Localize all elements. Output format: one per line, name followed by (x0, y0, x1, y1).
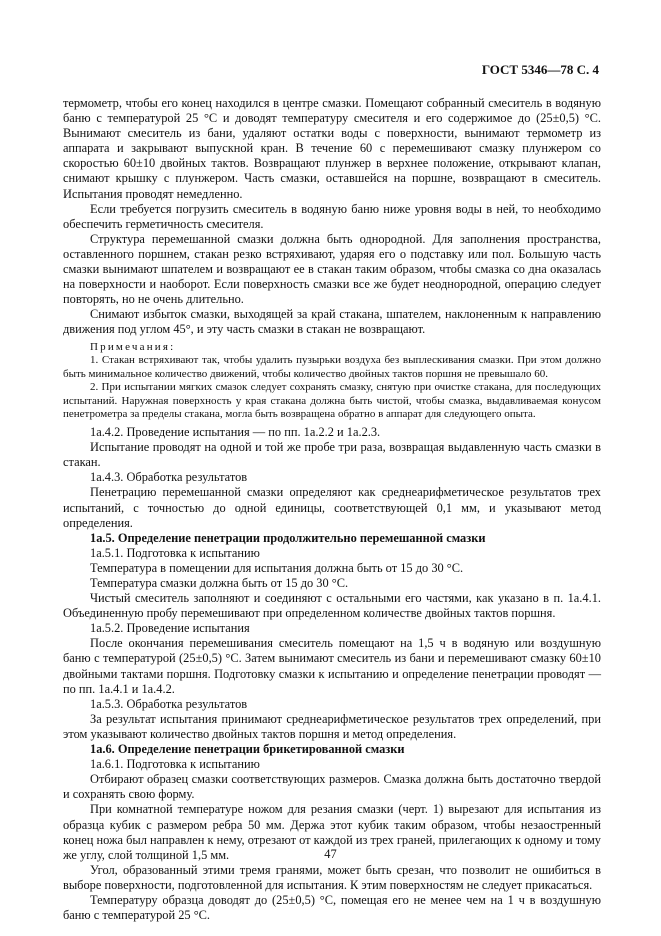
paragraph: Отбирают образец смазки соответствующих размеров. Смазка должна быть достаточно твердой и сохранять свою форму. (63, 772, 601, 802)
document-header: ГОСТ 5346—78 С. 4 (481, 62, 599, 77)
paragraph: термометр, чтобы его конец находился в центре смазки. Помещают собранный смеситель в водяную баню с температурой 25 °С и доводят температуру смесителя и его содержимое до (25±0,5) °С. Вынимают смеситель из бани, удаляют остатки воды с поверхности, вынимают термометр из аппарата и закрывают выпускной кран. В течение 60 с перемешивают смазку плунжером со скоростью 60±10 двойных тактов. Возвращают плунжер в верхнее положение, открывают клапан, снимают крышку с плунжером. Часть смазки, оставшейся на поршне, возвращают в смеситель. Испытания проводят немедленно. (63, 96, 601, 201)
section-heading-1a-5-3: 1а.5.3. Обработка результатов (90, 696, 248, 711)
notes-title: Примечания: (90, 340, 176, 353)
paragraph: Испытание проводят на одной и той же пробе три раза, возвращая выдавленную часть смазки в стакан. (63, 440, 601, 470)
section-heading-1a-4-2: 1а.4.2. Проведение испытания — по пп. 1а.2.2 и 1а.2.3. (90, 425, 381, 440)
paragraph: Чистый смеситель заполняют и соединяют с остальными его частями, как указано в п. 1а.4.1. Объединенную пробу перемешивают при определенном количестве двойных тактов поршня. (63, 591, 601, 621)
paragraph: При комнатной температуре ножом для резания смазки (черт. 1) вырезают для испытания из образца кубик с размером ребра 50 мм. Держа этот кубик таким образом, чтобы незаостренный конец ножа был направлен к нему, отрезают от каждой из трех граней, прилегающих к одному и тому же углу, слой толщиной 1,5 мм. (63, 802, 601, 862)
note-2: 2. При испытании мягких смазок следует сохранять смазку, снятую при очистке стакана, для последующих испытаний. Наружная поверхность у края стакана должна быть чистой, чтобы смазка, выдавливаемая конусом пенетрометра за пределы стакана, могла быть возвращена обратно в аппарат для следующего опыта. (63, 381, 601, 421)
paragraph: Снимают избыток смазки, выходящей за край стакана, шпателем, наклоненным к направлению движения под углом 45°, и эту часть смазки в стакан не возвращают. (63, 307, 601, 337)
section-heading-1a-4-3: 1а.4.3. Обработка результатов (90, 470, 248, 485)
paragraph: Температура в помещении для испытания должна быть от 15 до 30 °С. (90, 560, 464, 575)
paragraph: Температуру образца доводят до (25±0,5) °С, помещая его не менее чем на 1 ч в воздушную баню с температурой 25 °С. (63, 892, 601, 923)
paragraph: После окончания перемешивания смеситель помещают на 1,5 ч в водяную или воздушную баню с температурой (25±0,5) °С. Затем вынимают смеситель из бани и перемешивают смазку 60±10 двойными тактами поршня. Подготовку смазки к испытанию и определение пенетрации проводят — по пп. 1а.4.1 и 1а.4.2. (63, 636, 601, 696)
paragraph: Если требуется погрузить смеситель в водяную баню ниже уровня воды в ней, то необходимо обеспечить герметичность смесителя. (63, 201, 601, 231)
section-heading-1a-6-1: 1а.6.1. Подготовка к испытанию (90, 757, 260, 772)
section-heading-1a-5-1: 1а.5.1. Подготовка к испытанию (90, 545, 260, 560)
note-1: 1. Стакан встряхивают так, чтобы удалить пузырьки воздуха без выплескивания смазки. При этом должно быть минимальное количество движений, чтобы количество двойных тактов поршня не превышало 60. (63, 354, 601, 380)
section-heading-1a-5-2: 1а.5.2. Проведение испытания (90, 621, 250, 636)
paragraph: Пенетрацию перемешанной смазки определяют как среднеарифметическое результатов трех испытаний, с точностью до одной единицы, соответствующей 0,1 мм, и указывают метод определения. (63, 485, 601, 530)
paragraph: Структура перемешанной смазки должна быть однородной. Для заполнения пространства, оставленного поршнем, стакан резко встряхивают, ударяя его о подставку или пол. Большую часть смазки вынимают шпателем и возвращают ее в стакан таким образом, чтобы смазка со дна оказалась на поверхности и наоборот. Если поверхность смазки все же будет неоднородной, операцию следует повторять, но не очень длительно. (63, 231, 601, 307)
paragraph: Угол, образованный этими тремя гранями, может быть срезан, что позволит не ошибиться в выборе поверхности, подготовленной для испытания. К этим поверхностям не следует прикасаться. (63, 862, 601, 892)
paragraph: За результат испытания принимают среднеарифметическое результатов трех определений, при этом указывают количество двойных тактов поршня и метод определения. (63, 711, 601, 741)
section-heading-1a-5: 1а.5. Определение пенетрации продолжительно перемешанной смазки (90, 530, 486, 545)
document-body (63, 96, 601, 923)
section-heading-1a-6: 1а.6. Определение пенетрации брикетированной смазки (90, 742, 405, 757)
page-number: 47 (324, 847, 337, 861)
paragraph: Температура смазки должна быть от 15 до 30 °С. (90, 576, 349, 590)
